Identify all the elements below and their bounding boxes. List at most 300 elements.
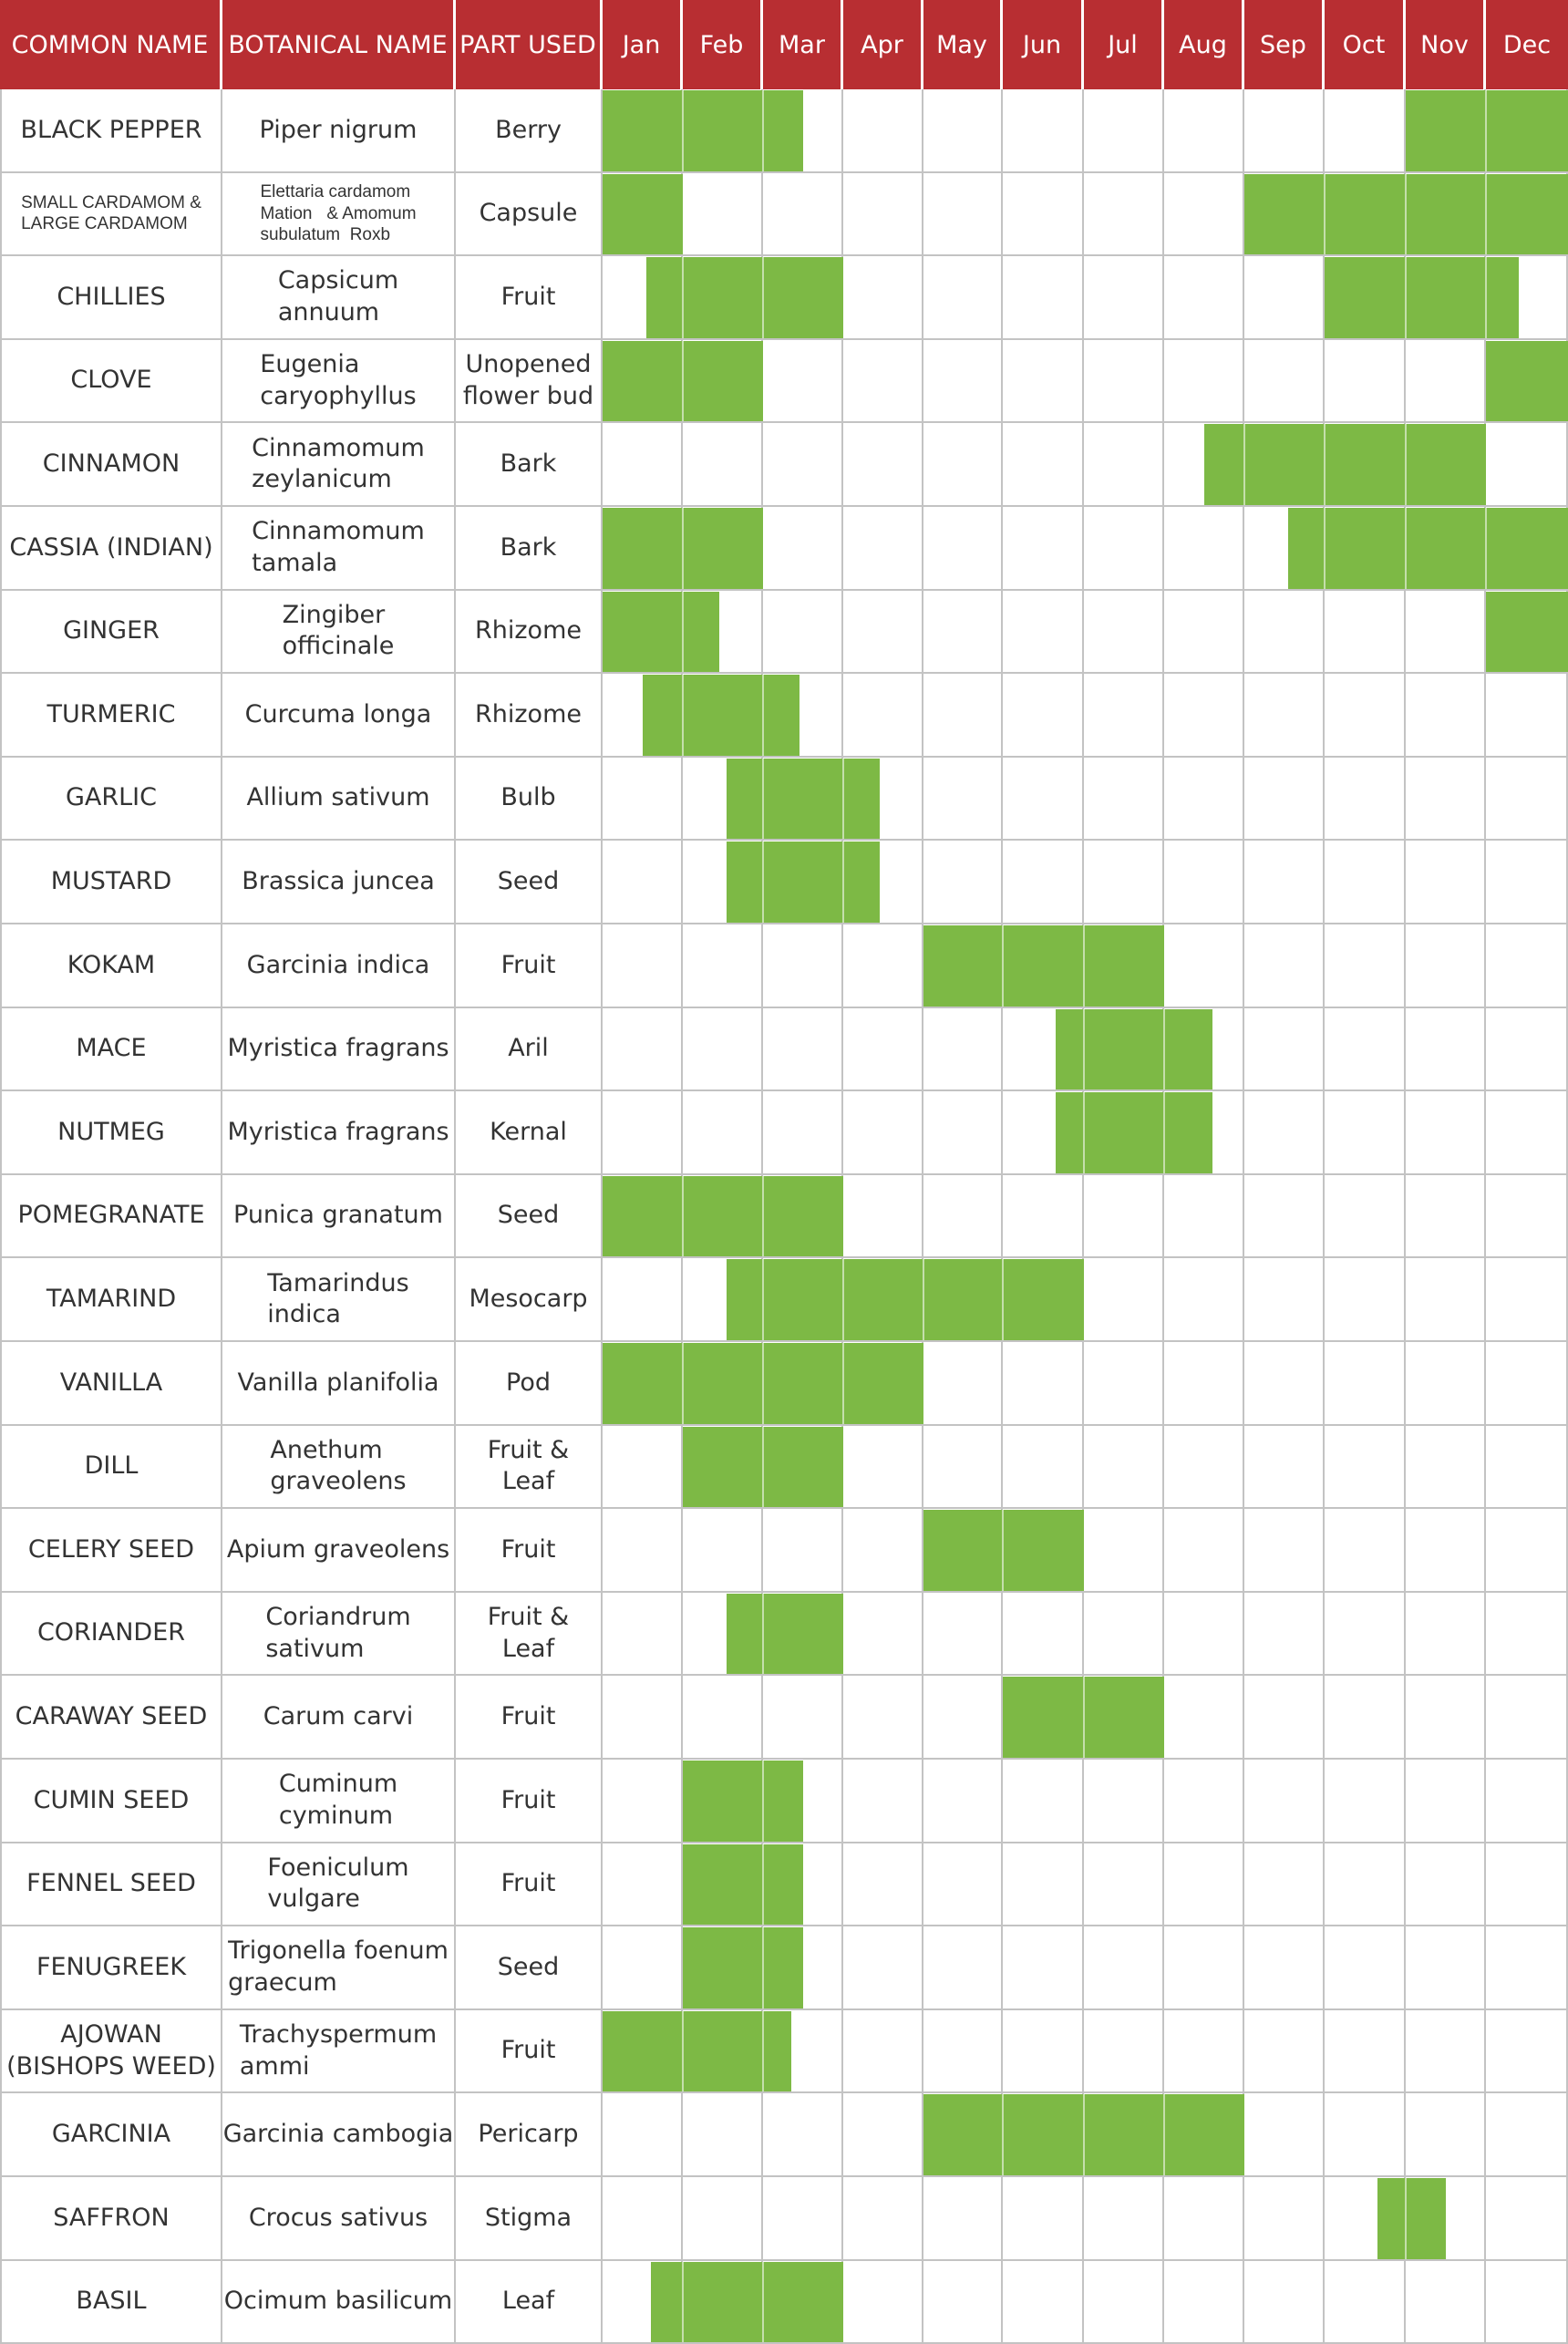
- common-name-cell: GARCINIA: [0, 2093, 222, 2177]
- bar-month-divider: [682, 675, 684, 756]
- month-cell: [1084, 507, 1164, 591]
- month-cell: [1406, 1509, 1486, 1593]
- bar-month-divider: [762, 1594, 764, 1675]
- month-cell: [1164, 1342, 1244, 1426]
- harvest-bar: [727, 842, 879, 923]
- part-used-cell: Bulb: [456, 758, 603, 842]
- bar-month-divider: [762, 1176, 764, 1257]
- month-cell: [843, 2261, 923, 2344]
- month-cell: [1244, 2261, 1325, 2344]
- month-cell: [1325, 1008, 1406, 1092]
- month-cell: [1164, 1676, 1244, 1760]
- month-cell: [1084, 89, 1164, 173]
- month-cell: [603, 841, 683, 924]
- bar-month-divider: [682, 1343, 684, 1424]
- month-cell: [1244, 2010, 1325, 2094]
- botanical-name-cell: Capsicum annuum: [222, 256, 456, 340]
- harvest-bar: [727, 1259, 1084, 1340]
- column-header-mar: Mar: [763, 0, 843, 89]
- common-name-cell: SMALL CARDAMOM & LARGE CARDAMOM: [0, 173, 222, 257]
- month-cell: [1164, 340, 1244, 424]
- month-cell: [1486, 2177, 1568, 2261]
- month-cell: [1084, 1175, 1164, 1259]
- month-cell: [923, 2177, 1003, 2261]
- harvest-bar: [683, 1927, 803, 2008]
- bar-month-divider: [1083, 925, 1085, 1007]
- part-used-cell: Fruit: [456, 1843, 603, 1927]
- month-cell: [1244, 1676, 1325, 1760]
- part-used-cell: Bark: [456, 423, 603, 507]
- harvest-bar: [923, 925, 1164, 1007]
- month-cell: [763, 1008, 843, 1092]
- harvest-bar: [651, 2262, 843, 2343]
- bar-month-divider: [682, 592, 684, 673]
- bar-month-divider: [842, 1259, 844, 1340]
- month-cell: [603, 2093, 683, 2177]
- botanical-name-cell: Piper nigrum: [222, 89, 456, 173]
- month-cell: [1486, 423, 1568, 507]
- part-used-cell: Fruit & Leaf: [456, 1593, 603, 1677]
- month-cell: [843, 591, 923, 675]
- month-cell: [1325, 2261, 1406, 2344]
- month-cell: [1164, 1426, 1244, 1510]
- month-cell: [603, 423, 683, 507]
- month-cell: [923, 507, 1003, 591]
- month-cell: [1164, 1258, 1244, 1342]
- month-cell: [603, 1258, 683, 1342]
- column-header-oct: Oct: [1325, 0, 1406, 89]
- month-cell: [843, 1593, 923, 1677]
- column-header-jun: Jun: [1003, 0, 1084, 89]
- common-name-cell: CHILLIES: [0, 256, 222, 340]
- month-cell: [603, 1760, 683, 1843]
- month-cell: [1084, 2177, 1164, 2261]
- harvest-bar: [1486, 341, 1568, 422]
- month-cell: [1486, 841, 1568, 924]
- month-cell: [1084, 173, 1164, 257]
- botanical-name-cell: Crocus sativus: [222, 2177, 456, 2261]
- month-cell: [1164, 507, 1244, 591]
- column-header-common-name: COMMON NAME: [0, 0, 222, 89]
- month-cell: [683, 1509, 763, 1593]
- month-cell: [1406, 758, 1486, 842]
- month-cell: [1003, 1593, 1084, 1677]
- month-cell: [1406, 1593, 1486, 1677]
- month-cell: [683, 1676, 763, 1760]
- month-cell: [1486, 1258, 1568, 1342]
- month-cell: [603, 1509, 683, 1593]
- month-cell: [1084, 674, 1164, 758]
- month-cell: [843, 1760, 923, 1843]
- part-used-cell: Capsule: [456, 173, 603, 257]
- botanical-name-cell: Trigonella foenum graecum: [222, 1926, 456, 2010]
- botanical-name-cell: Cuminum cyminum: [222, 1760, 456, 1843]
- bar-month-divider: [762, 1761, 764, 1842]
- bar-month-divider: [762, 1343, 764, 1424]
- month-cell: [1244, 2177, 1325, 2261]
- bar-month-divider: [1485, 257, 1487, 338]
- harvest-bar: [1288, 508, 1568, 589]
- month-cell: [1244, 1843, 1325, 1927]
- month-cell: [1164, 256, 1244, 340]
- bar-month-divider: [762, 2011, 764, 2092]
- month-cell: [1084, 591, 1164, 675]
- column-header-part-used: PART USED: [456, 0, 603, 89]
- bar-month-divider: [762, 842, 764, 923]
- part-used-cell: Mesocarp: [456, 1258, 603, 1342]
- common-name-cell: BLACK PEPPER: [0, 89, 222, 173]
- part-used-cell: Kernal: [456, 1091, 603, 1175]
- month-cell: [843, 256, 923, 340]
- month-cell: [1486, 674, 1568, 758]
- month-cell: [1406, 1676, 1486, 1760]
- harvest-bar: [1056, 1009, 1212, 1090]
- harvest-bar: [1056, 1092, 1212, 1173]
- harvest-bar: [603, 174, 683, 255]
- month-cell: [1406, 2093, 1486, 2177]
- month-cell: [1164, 89, 1244, 173]
- part-used-cell: Leaf: [456, 2261, 603, 2344]
- month-cell: [1003, 89, 1084, 173]
- month-cell: [1164, 1926, 1244, 2010]
- month-cell: [1164, 2010, 1244, 2094]
- harvest-bar: [1377, 2178, 1446, 2259]
- month-cell: [923, 1843, 1003, 1927]
- month-cell: [1244, 841, 1325, 924]
- month-cell: [683, 924, 763, 1008]
- month-cell: [1084, 340, 1164, 424]
- botanical-name-cell: Carum carvi: [222, 1676, 456, 1760]
- month-cell: [843, 674, 923, 758]
- common-name-cell: BASIL: [0, 2261, 222, 2344]
- bar-month-divider: [682, 2011, 684, 2092]
- month-cell: [1164, 1593, 1244, 1677]
- month-cell: [843, 89, 923, 173]
- month-cell: [923, 841, 1003, 924]
- common-name-cell: CLOVE: [0, 340, 222, 424]
- month-cell: [1406, 1091, 1486, 1175]
- month-cell: [1164, 1843, 1244, 1927]
- bar-month-divider: [762, 257, 764, 338]
- month-cell: [1003, 507, 1084, 591]
- month-cell: [843, 1175, 923, 1259]
- month-cell: [1003, 1426, 1084, 1510]
- month-cell: [1406, 924, 1486, 1008]
- month-cell: [763, 2177, 843, 2261]
- column-header-aug: Aug: [1164, 0, 1244, 89]
- part-used-cell: Fruit: [456, 924, 603, 1008]
- harvest-bar: [727, 1594, 843, 1675]
- month-cell: [1486, 924, 1568, 1008]
- month-cell: [1164, 758, 1244, 842]
- botanical-name-cell: Tamarindus indica: [222, 1258, 456, 1342]
- bar-month-divider: [1163, 1009, 1165, 1090]
- month-cell: [1406, 591, 1486, 675]
- part-used-cell: Rhizome: [456, 591, 603, 675]
- common-name-cell: CELERY SEED: [0, 1509, 222, 1593]
- harvest-bar: [1325, 257, 1519, 338]
- bar-month-divider: [1002, 2094, 1004, 2175]
- part-used-cell: Unopened flower bud: [456, 340, 603, 424]
- column-header-botanical-name: BOTANICAL NAME: [222, 0, 456, 89]
- month-cell: [1325, 758, 1406, 842]
- month-cell: [1164, 1175, 1244, 1259]
- harvest-bar: [603, 592, 719, 673]
- month-cell: [1406, 2261, 1486, 2344]
- month-cell: [763, 507, 843, 591]
- month-cell: [763, 423, 843, 507]
- month-cell: [1325, 1926, 1406, 2010]
- month-cell: [1084, 256, 1164, 340]
- botanical-name-cell: Punica granatum: [222, 1175, 456, 1259]
- common-name-cell: TURMERIC: [0, 674, 222, 758]
- bar-month-divider: [762, 90, 764, 171]
- month-cell: [1486, 1593, 1568, 1677]
- column-header-sep: Sep: [1244, 0, 1325, 89]
- month-cell: [1486, 2261, 1568, 2344]
- botanical-name-cell: Elettaria cardamom Mation & Amomum subulatum Roxb: [222, 173, 456, 257]
- month-cell: [1325, 1760, 1406, 1843]
- month-cell: [843, 423, 923, 507]
- harvest-bar: [1406, 90, 1568, 171]
- month-cell: [923, 758, 1003, 842]
- botanical-name-cell: Garcinia cambogia: [222, 2093, 456, 2177]
- month-cell: [763, 173, 843, 257]
- month-cell: [1406, 1008, 1486, 1092]
- bar-month-divider: [1083, 1092, 1085, 1173]
- common-name-cell: GARLIC: [0, 758, 222, 842]
- botanical-name-cell: Myristica fragrans: [222, 1008, 456, 1092]
- common-name-cell: FENNEL SEED: [0, 1843, 222, 1927]
- bar-month-divider: [1002, 1259, 1004, 1340]
- month-cell: [1084, 1760, 1164, 1843]
- bar-month-divider: [1324, 424, 1326, 505]
- month-cell: [1325, 1342, 1406, 1426]
- bar-month-divider: [1083, 2094, 1085, 2175]
- month-cell: [923, 1342, 1003, 1426]
- bar-month-divider: [762, 1927, 764, 2008]
- harvest-bar: [603, 90, 803, 171]
- bar-month-divider: [842, 759, 844, 840]
- month-cell: [1164, 841, 1244, 924]
- common-name-cell: CARAWAY SEED: [0, 1676, 222, 1760]
- month-cell: [1244, 256, 1325, 340]
- month-cell: [1244, 1258, 1325, 1342]
- month-cell: [923, 1593, 1003, 1677]
- month-cell: [1003, 2261, 1084, 2344]
- bar-month-divider: [1083, 1677, 1085, 1758]
- month-cell: [1003, 841, 1084, 924]
- botanical-name-cell: Foeniculum vulgare: [222, 1843, 456, 1927]
- month-cell: [1003, 173, 1084, 257]
- month-cell: [1486, 1426, 1568, 1510]
- part-used-cell: Seed: [456, 841, 603, 924]
- month-cell: [923, 1760, 1003, 1843]
- part-used-cell: Seed: [456, 1175, 603, 1259]
- botanical-name-cell: Vanilla planifolia: [222, 1342, 456, 1426]
- botanical-name-cell: Allium sativum: [222, 758, 456, 842]
- harvest-bar: [1204, 424, 1486, 505]
- part-used-cell: Fruit & Leaf: [456, 1426, 603, 1510]
- month-cell: [763, 1509, 843, 1593]
- month-cell: [1325, 1676, 1406, 1760]
- month-cell: [1325, 591, 1406, 675]
- harvest-bar: [1486, 592, 1568, 673]
- month-cell: [603, 1593, 683, 1677]
- month-cell: [1244, 1760, 1325, 1843]
- month-cell: [1325, 1843, 1406, 1927]
- harvest-bar: [683, 1761, 803, 1842]
- month-cell: [1003, 1342, 1084, 1426]
- month-cell: [1084, 1926, 1164, 2010]
- month-cell: [1244, 1509, 1325, 1593]
- month-cell: [1244, 340, 1325, 424]
- month-cell: [1406, 1258, 1486, 1342]
- common-name-cell: NUTMEG: [0, 1091, 222, 1175]
- bar-month-divider: [1405, 424, 1407, 505]
- month-cell: [603, 1091, 683, 1175]
- bar-month-divider: [682, 90, 684, 171]
- bar-month-divider: [1324, 508, 1326, 589]
- column-header-feb: Feb: [683, 0, 763, 89]
- part-used-cell: Pod: [456, 1342, 603, 1426]
- month-cell: [1003, 758, 1084, 842]
- month-cell: [843, 1676, 923, 1760]
- botanical-name-cell: Coriandrum sativum: [222, 1593, 456, 1677]
- month-cell: [763, 1676, 843, 1760]
- month-cell: [1084, 1426, 1164, 1510]
- part-used-cell: Fruit: [456, 256, 603, 340]
- month-cell: [1325, 2010, 1406, 2094]
- common-name-cell: VANILLA: [0, 1342, 222, 1426]
- month-cell: [1003, 1926, 1084, 2010]
- common-name-cell: POMEGRANATE: [0, 1175, 222, 1259]
- month-cell: [603, 1426, 683, 1510]
- month-cell: [843, 1843, 923, 1927]
- bar-month-divider: [682, 1176, 684, 1257]
- month-cell: [1406, 1760, 1486, 1843]
- month-cell: [923, 173, 1003, 257]
- month-cell: [1486, 1008, 1568, 1092]
- month-cell: [923, 1175, 1003, 1259]
- common-name-cell: MACE: [0, 1008, 222, 1092]
- month-cell: [923, 256, 1003, 340]
- bar-month-divider: [842, 1343, 844, 1424]
- month-cell: [1325, 89, 1406, 173]
- month-cell: [843, 2093, 923, 2177]
- month-cell: [1164, 2261, 1244, 2344]
- common-name-cell: AJOWAN (BISHOPS WEED): [0, 2010, 222, 2094]
- common-name-cell: TAMARIND: [0, 1258, 222, 1342]
- bar-month-divider: [1002, 1510, 1004, 1591]
- month-cell: [1406, 841, 1486, 924]
- month-cell: [1003, 423, 1084, 507]
- column-header-nov: Nov: [1406, 0, 1486, 89]
- bar-month-divider: [682, 508, 684, 589]
- part-used-cell: Pericarp: [456, 2093, 603, 2177]
- month-cell: [1406, 674, 1486, 758]
- botanical-name-cell: Brassica juncea: [222, 841, 456, 924]
- month-cell: [1486, 758, 1568, 842]
- part-used-cell: Fruit: [456, 1760, 603, 1843]
- month-cell: [1244, 924, 1325, 1008]
- month-cell: [1244, 1342, 1325, 1426]
- month-cell: [763, 924, 843, 1008]
- bar-month-divider: [682, 257, 684, 338]
- month-cell: [1486, 2010, 1568, 2094]
- month-cell: [843, 507, 923, 591]
- month-cell: [923, 1091, 1003, 1175]
- month-cell: [1164, 1509, 1244, 1593]
- column-header-jul: Jul: [1084, 0, 1164, 89]
- bar-month-divider: [842, 842, 844, 923]
- month-cell: [1164, 924, 1244, 1008]
- month-cell: [1244, 89, 1325, 173]
- month-cell: [1486, 1175, 1568, 1259]
- month-cell: [1325, 1175, 1406, 1259]
- month-cell: [763, 340, 843, 424]
- month-cell: [1406, 1843, 1486, 1927]
- month-cell: [1164, 591, 1244, 675]
- month-cell: [843, 340, 923, 424]
- month-cell: [1325, 841, 1406, 924]
- month-cell: [923, 340, 1003, 424]
- month-cell: [843, 1091, 923, 1175]
- bar-month-divider: [1485, 508, 1487, 589]
- month-cell: [1325, 1091, 1406, 1175]
- harvest-bar: [923, 1510, 1084, 1591]
- month-cell: [1486, 1676, 1568, 1760]
- bar-month-divider: [762, 2262, 764, 2343]
- month-cell: [1084, 1509, 1164, 1593]
- month-cell: [1406, 340, 1486, 424]
- month-cell: [683, 1091, 763, 1175]
- column-header-dec: Dec: [1486, 0, 1568, 89]
- month-cell: [603, 1843, 683, 1927]
- month-cell: [1406, 1426, 1486, 1510]
- month-cell: [1486, 2093, 1568, 2177]
- month-cell: [683, 1008, 763, 1092]
- month-cell: [1003, 1760, 1084, 1843]
- month-cell: [603, 1008, 683, 1092]
- part-used-cell: Fruit: [456, 1509, 603, 1593]
- month-cell: [1325, 1593, 1406, 1677]
- common-name-cell: CUMIN SEED: [0, 1760, 222, 1843]
- month-cell: [1003, 1843, 1084, 1927]
- month-cell: [1325, 1426, 1406, 1510]
- botanical-name-cell: Ocimum basilicum: [222, 2261, 456, 2344]
- month-cell: [843, 924, 923, 1008]
- harvest-bar: [646, 257, 843, 338]
- common-name-cell: CASSIA (INDIAN): [0, 507, 222, 591]
- bar-month-divider: [762, 759, 764, 840]
- month-cell: [1003, 2010, 1084, 2094]
- botanical-name-cell: Eugenia caryophyllus: [222, 340, 456, 424]
- part-used-cell: Fruit: [456, 2010, 603, 2094]
- common-name-cell: CORIANDER: [0, 1593, 222, 1677]
- month-cell: [1325, 1258, 1406, 1342]
- month-cell: [923, 591, 1003, 675]
- month-cell: [1244, 1091, 1325, 1175]
- month-cell: [1486, 1843, 1568, 1927]
- month-cell: [1325, 1509, 1406, 1593]
- month-cell: [1084, 1593, 1164, 1677]
- bar-month-divider: [762, 675, 764, 756]
- month-cell: [1244, 591, 1325, 675]
- month-cell: [1003, 674, 1084, 758]
- month-cell: [923, 2261, 1003, 2344]
- month-cell: [603, 1926, 683, 2010]
